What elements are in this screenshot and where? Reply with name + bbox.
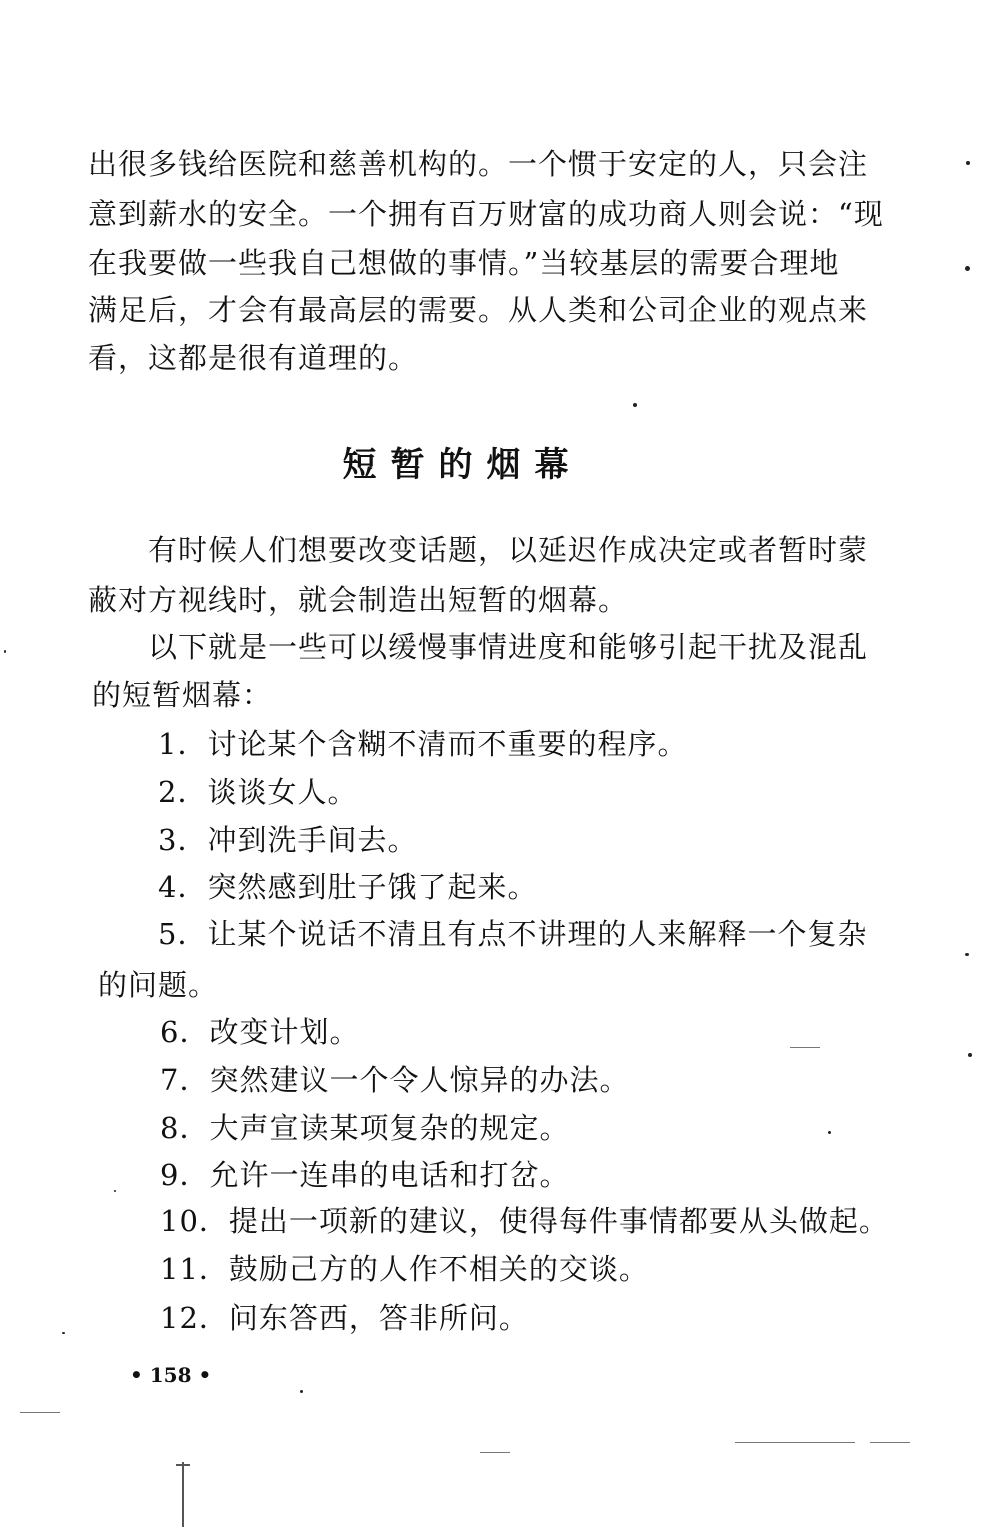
scan-edge-rule — [182, 1462, 184, 1527]
paragraph-1-line-4: 满足后，才会有最高层的需要。从人类和公司企业的观点来 — [88, 293, 869, 327]
paragraph-3-line-2: 的短暂烟幕： — [92, 678, 273, 712]
scan-speck — [966, 161, 970, 165]
scan-speck — [828, 1131, 831, 1134]
paragraph-1-line-1: 出很多钱给医院和慈善机构的。一个惯于安定的人，只会注 — [88, 147, 869, 181]
list-item-12: 12．问东答西，答非所问。 — [160, 1301, 529, 1335]
paragraph-3-line-1: 以下就是一些可以缓慢事情进度和能够引起干扰及混乱 — [148, 630, 869, 664]
list-item-8: 8．大声宣读某项复杂的规定。 — [160, 1111, 570, 1145]
section-heading: 短暂的烟幕 — [342, 445, 583, 485]
scan-speck — [965, 953, 969, 956]
paragraph-1-line-2: 意到薪水的安全。一个拥有百万财富的成功商人则会说：“现 — [88, 197, 884, 231]
paragraph-1-line-3: 在我要做一些我自己想做的事情。”当较基层的需要合理地 — [88, 246, 840, 280]
list-item-2: 2．谈谈女人。 — [158, 775, 358, 809]
list-item-5: 5．让某个说话不清且有点不讲理的人来解释一个复杂 — [158, 917, 868, 951]
list-item-6: 6．改变计划。 — [160, 1015, 360, 1049]
list-item-10: 10．提出一项新的建议，使得每件事情都要从头做起。 — [160, 1204, 889, 1238]
paragraph-2-line-2: 蔽对方视线时，就会制造出短暂的烟幕。 — [88, 583, 629, 617]
scan-speck — [62, 1332, 65, 1334]
list-item-7: 7．突然建议一个令人惊异的办法。 — [160, 1063, 630, 1097]
scan-dash — [790, 1047, 820, 1048]
scan-speck — [300, 1390, 303, 1393]
list-item-3: 3．冲到洗手间去。 — [158, 823, 418, 857]
scan-speck — [4, 650, 6, 653]
scan-dash — [480, 1452, 510, 1453]
scan-speck — [968, 1053, 972, 1057]
scan-speck — [965, 266, 970, 271]
paragraph-2-line-1: 有时候人们想要改变话题，以延迟作成决定或者暂时蒙 — [148, 533, 869, 567]
scan-speck — [633, 403, 637, 407]
list-item-11: 11．鼓励己方的人作不相关的交谈。 — [160, 1252, 649, 1286]
list-item-5-continuation: 的问题。 — [98, 968, 219, 1002]
page-number: • 158 • — [130, 1363, 212, 1387]
list-item-4: 4．突然感到肚子饿了起来。 — [158, 870, 538, 904]
scan-dash — [20, 1412, 60, 1413]
scan-dash — [870, 1442, 910, 1443]
paragraph-1-line-5: 看，这都是很有道理的。 — [88, 341, 419, 375]
scan-speck — [114, 1190, 116, 1192]
list-item-9: 9．允许一连串的电话和打岔。 — [160, 1158, 570, 1192]
scan-edge-rule — [176, 1464, 190, 1466]
scan-dash — [735, 1442, 855, 1443]
list-item-1: 1．讨论某个含糊不清而不重要的程序。 — [158, 727, 688, 761]
